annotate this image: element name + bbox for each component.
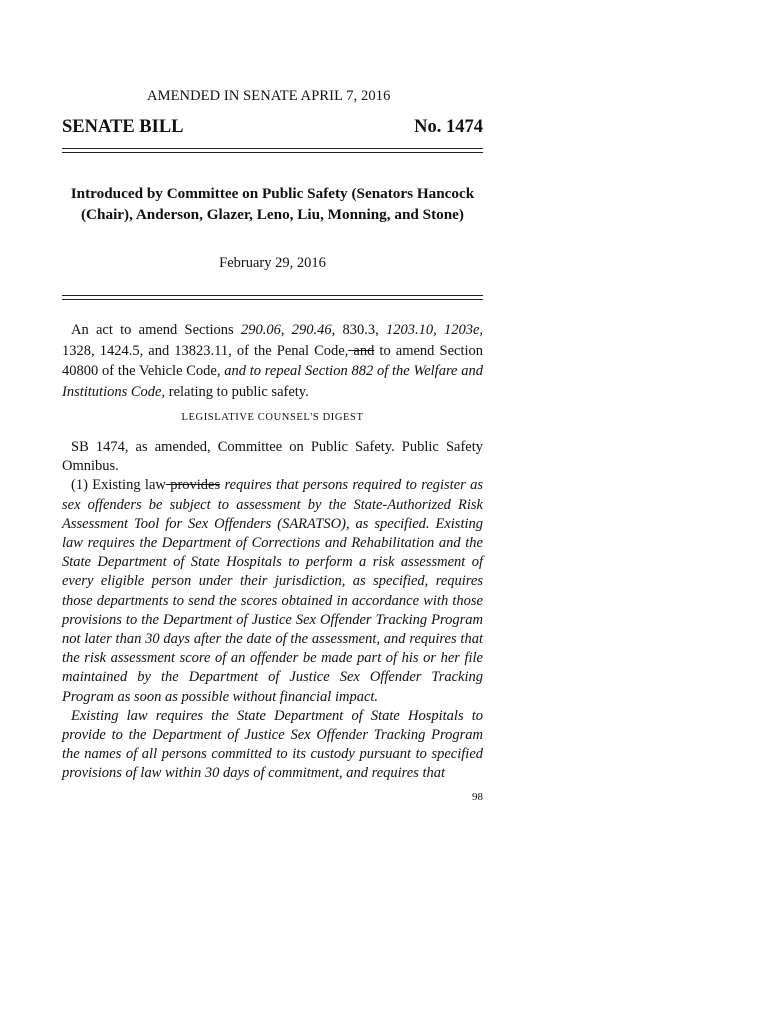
bill-title-row — [62, 117, 483, 138]
divider-rule — [62, 299, 483, 300]
bill-number: No. 1474 — [414, 117, 483, 137]
page-number: 98 — [472, 791, 483, 803]
divider-rule — [62, 148, 483, 149]
digest-item-1: (1) Existing law provides requires that persons required to register as sex offenders be subject to assessment by the State-Authorized Risk Assessment Tool for Sex Offenders (SARATSO), as specified. Existing law requires the Department of Corrections and Rehabilitation and the State Department of State Hospitals to perform a risk assessment of every eligible person under their jurisdiction, as specified, requires those departments to send the scores obtained in accordance with those provisions to the Department of Justice Sex Offender Tracking Program not later than 30 days after the date of the assessment, and requires that the risk assessment score of an offender be made part of his or her file maintained by the Department of Justice Sex Offender Tracking Program as soon as possible without financial impact. — [62, 477, 484, 705]
digest-item-2: Existing law requires the State Department of State Hospitals to provide to the Department of Justice Sex Offender Tracking Program the names of all persons committed to its custody pursuant to specified provisions of law within 30 days of commitment, and requires that — [62, 707, 483, 782]
digest-body — [62, 438, 483, 784]
divider-rule — [62, 295, 483, 296]
bill-type: SENATE BILL — [62, 117, 184, 137]
act-title: An act to amend Sections 290.06, 290.46, 830.3, 1203.10, 1203e, 1328, 1424.5, and 13823.11, of the Penal Code, and to amend Section 40800 of the Vehicle Code, and to repeal Section 882 of the Welfare and Institutions Code, relating to public safety. — [62, 322, 484, 400]
amended-line: AMENDED IN SENATE APRIL 7, 2016 — [147, 88, 391, 104]
divider-rule — [62, 152, 483, 153]
struck-text: provides — [165, 477, 221, 494]
introduced-line-1: Introduced by Committee on Public Safety (Senators Hancock — [70, 185, 475, 202]
introduced-date: February 29, 2016 — [219, 255, 326, 271]
bill-page — [62, 0, 483, 1024]
digest-title: LEGISLATIVE COUNSEL'S DIGEST — [181, 412, 364, 423]
introduced-line-2: (Chair), Anderson, Glazer, Leno, Liu, Monning, and Stone) — [81, 206, 464, 223]
introduced-by — [62, 183, 483, 225]
struck-text: and — [348, 342, 375, 359]
digest-summary: SB 1474, as amended, Committee on Public Safety. Public Safety Omnibus. — [62, 439, 483, 475]
